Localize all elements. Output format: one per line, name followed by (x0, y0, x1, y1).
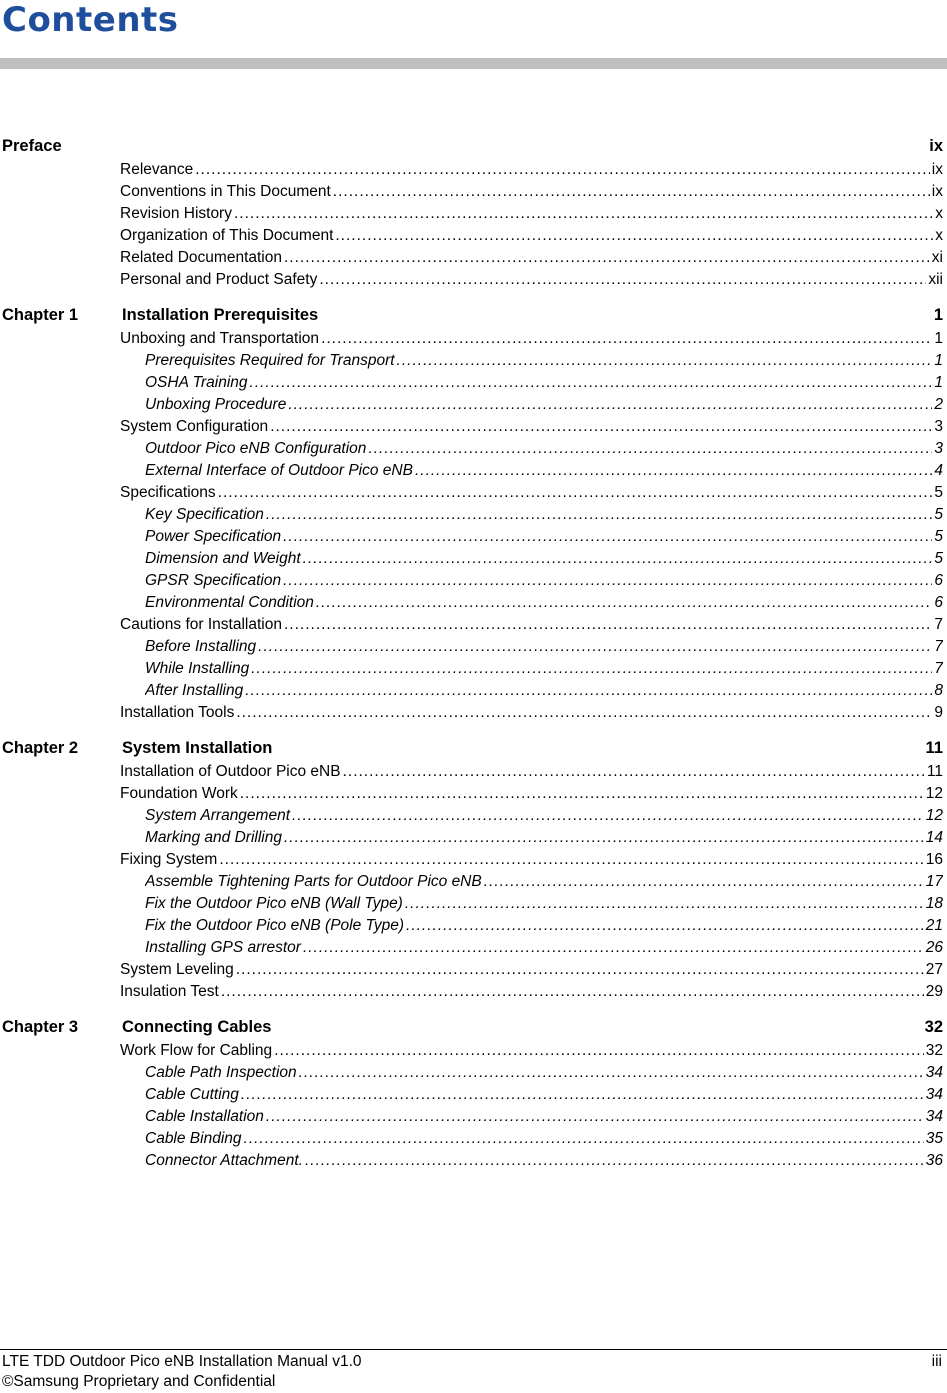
entry-title: Revision History (120, 205, 232, 222)
dot-leader (368, 438, 932, 460)
entry-page-number: 7 (934, 616, 943, 633)
entry-title: Specifications (120, 484, 216, 501)
toc-subentry[interactable] (145, 570, 943, 592)
toc-entry[interactable] (120, 225, 943, 247)
toc-entry[interactable] (120, 702, 943, 724)
toc-entry[interactable] (120, 328, 943, 350)
entry-title: Installation Tools (120, 704, 235, 721)
section-label: Chapter 3 (2, 1018, 79, 1036)
entry-page-number: 8 (934, 682, 943, 699)
dot-leader (405, 893, 924, 915)
toc-subentry[interactable] (145, 1106, 943, 1128)
section-label: Chapter 1 (2, 306, 79, 324)
toc-subentry[interactable] (145, 350, 943, 372)
footer-doc-title: LTE TDD Outdoor Pico eNB Installation Manual v1.0 (2, 1353, 362, 1370)
dot-leader (283, 526, 932, 548)
entry-page-number: 12 (925, 807, 943, 824)
entry-title: Outdoor Pico eNB Configuration (145, 440, 367, 457)
toc-subentry[interactable] (145, 915, 943, 937)
entry-page-number: 11 (926, 763, 943, 780)
dot-leader (335, 225, 933, 247)
dot-leader (219, 849, 923, 871)
toc-subentry[interactable] (145, 1128, 943, 1150)
section-page-number: 1 (933, 306, 943, 324)
toc-subentry[interactable] (145, 893, 943, 915)
dot-leader (236, 959, 924, 981)
entry-page-number: 6 (934, 594, 943, 611)
dot-leader (274, 1040, 924, 1062)
entry-title: While Installing (145, 660, 250, 677)
title-divider (0, 58, 947, 69)
entry-page-number: 34 (925, 1064, 943, 1081)
entry-title: Fix the Outdoor Pico eNB (Pole Type) (145, 917, 405, 934)
entry-page-number: 17 (925, 873, 943, 890)
entry-title: System Arrangement (145, 807, 291, 824)
entry-page-number: 35 (925, 1130, 943, 1147)
entry-page-number: 6 (934, 572, 943, 589)
dot-leader (333, 181, 930, 203)
toc-section (0, 736, 943, 1003)
entry-page-number: 5 (934, 528, 943, 545)
entry-title: Installing GPS arrestor (145, 939, 301, 956)
section-title: System Installation (122, 739, 273, 757)
toc-subentry[interactable] (145, 504, 943, 526)
entry-title: Assemble Tightening Parts for Outdoor Pico eNB (145, 873, 482, 890)
toc-section (0, 134, 943, 291)
entry-title: Relevance (120, 161, 194, 178)
toc-entry[interactable] (120, 783, 943, 805)
toc-entry[interactable] (120, 269, 943, 291)
entry-page-number: 12 (925, 785, 943, 802)
entry-page-number: 18 (925, 895, 943, 912)
entry-page-number: xi (931, 249, 943, 266)
entry-title: Environmental Condition (145, 594, 314, 611)
entry-title: Related Documentation (120, 249, 282, 266)
entry-title: Cable Installation (145, 1108, 264, 1125)
toc-subentry[interactable] (145, 526, 943, 548)
entry-title: System Leveling (120, 961, 234, 978)
entry-page-number: xii (928, 271, 943, 288)
entry-page-number: ix (931, 161, 943, 178)
section-title (122, 134, 929, 159)
entry-page-number: x (935, 205, 943, 222)
entry-page-number: 32 (925, 1042, 943, 1059)
toc-subentry[interactable] (145, 680, 943, 702)
entry-page-number: 1 (934, 352, 943, 369)
entry-title: OSHA Training (145, 374, 248, 391)
toc-subentry[interactable] (145, 1084, 943, 1106)
entry-title: Prerequisites Required for Transport (145, 352, 395, 369)
entry-page-number: 5 (934, 550, 943, 567)
dot-leader (266, 1106, 924, 1128)
entry-title: Power Specification (145, 528, 282, 545)
dot-leader (195, 159, 930, 181)
entry-title: After Installing (145, 682, 244, 699)
toc-subentry[interactable] (145, 394, 943, 416)
dot-leader (270, 416, 932, 438)
toc-entry[interactable] (120, 1040, 943, 1062)
dot-leader (284, 827, 924, 849)
toc-subentry[interactable] (145, 372, 943, 394)
toc-subentry[interactable] (145, 1062, 943, 1084)
dot-leader (241, 1084, 924, 1106)
entry-page-number: ix (931, 183, 943, 200)
section-title: Connecting Cables (122, 1018, 272, 1036)
toc-section-heading[interactable] (0, 303, 943, 328)
entry-title: Work Flow for Cabling (120, 1042, 273, 1059)
dot-leader (299, 1062, 924, 1084)
toc-subentry[interactable] (145, 658, 943, 680)
footer-copyright: ©Samsung Proprietary and Confidential (2, 1373, 276, 1390)
dot-leader (236, 702, 932, 724)
dot-leader (251, 658, 932, 680)
entry-title: Unboxing Procedure (145, 396, 287, 413)
toc-entry[interactable] (120, 959, 943, 981)
dot-leader (244, 1128, 924, 1150)
dot-leader (283, 570, 932, 592)
toc-entry[interactable] (120, 203, 943, 225)
entry-page-number: 5 (934, 484, 943, 501)
entry-title: Key Specification (145, 506, 264, 523)
entry-page-number: 14 (925, 829, 943, 846)
dot-leader (288, 394, 932, 416)
entry-title: System Configuration (120, 418, 269, 435)
section-page-number: ix (929, 137, 943, 155)
toc-section (0, 1015, 943, 1172)
dot-leader (284, 614, 932, 636)
toc-entry[interactable] (120, 416, 943, 438)
toc-subentry[interactable] (145, 827, 943, 849)
toc-entry[interactable] (120, 159, 943, 181)
entry-page-number: 7 (934, 660, 943, 677)
dot-leader (415, 460, 932, 482)
section-label: Preface (2, 137, 62, 155)
entry-title: Insulation Test (120, 983, 219, 1000)
dot-leader (240, 783, 924, 805)
entry-page-number: 7 (934, 638, 943, 655)
toc-subentry[interactable] (145, 636, 943, 658)
entry-title: External Interface of Outdoor Pico eNB (145, 462, 413, 479)
toc-entry[interactable] (120, 849, 943, 871)
dot-leader (303, 548, 933, 570)
footer-divider (0, 1349, 947, 1350)
entry-page-number: 2 (934, 396, 943, 413)
dot-leader (218, 482, 933, 504)
entry-page-number: 3 (934, 440, 943, 457)
entry-title: Cable Cutting (145, 1086, 239, 1103)
toc-section-heading[interactable] (0, 1015, 943, 1040)
dot-leader (292, 805, 924, 827)
dot-leader (484, 871, 924, 893)
toc-subentry[interactable] (145, 460, 943, 482)
entry-title: Connector Attachment. (145, 1152, 303, 1169)
entry-title: Organization of This Document (120, 227, 334, 244)
toc-subentry[interactable] (145, 871, 943, 893)
entry-title: Marking and Drilling (145, 829, 282, 846)
entry-title: Conventions in This Document (120, 183, 331, 200)
dot-leader (234, 203, 933, 225)
toc-subentry[interactable] (145, 1150, 943, 1172)
entry-page-number: 26 (925, 939, 943, 956)
toc-entry[interactable] (120, 247, 943, 269)
entry-title: Personal and Product Safety (120, 271, 318, 288)
toc-subentry[interactable] (145, 548, 943, 570)
footer-page-number: iii (931, 1353, 942, 1370)
entry-page-number: 1 (934, 374, 943, 391)
dot-leader (321, 328, 932, 350)
dot-leader (258, 636, 932, 658)
entry-page-number: 9 (934, 704, 943, 721)
entry-title: Dimension and Weight (145, 550, 301, 567)
section-page-number: 32 (924, 1018, 943, 1036)
entry-page-number: 5 (934, 506, 943, 523)
section-page-number: 11 (925, 739, 943, 757)
entry-title: Cable Path Inspection (145, 1064, 297, 1081)
toc-entry[interactable] (120, 181, 943, 203)
entry-page-number: 1 (934, 330, 943, 347)
page-footer (2, 1352, 942, 1392)
toc-subentry[interactable] (145, 438, 943, 460)
dot-leader (284, 247, 930, 269)
toc-subentry[interactable] (145, 592, 943, 614)
entry-page-number: 36 (925, 1152, 943, 1169)
section-title: Installation Prerequisites (122, 306, 319, 324)
dot-leader (316, 592, 933, 614)
entry-page-number: 29 (925, 983, 943, 1000)
section-label: Chapter 2 (2, 739, 79, 757)
entry-title: GPSR Specification (145, 572, 282, 589)
entry-page-number: x (935, 227, 943, 244)
dot-leader (250, 372, 933, 394)
entry-title: Before Installing (145, 638, 257, 655)
entry-title: Fix the Outdoor Pico eNB (Wall Type) (145, 895, 403, 912)
dot-leader (221, 981, 924, 1003)
dot-leader (245, 680, 932, 702)
table-of-contents (0, 134, 943, 1184)
toc-entry[interactable] (120, 614, 943, 636)
dot-leader (266, 504, 932, 526)
dot-leader (305, 1150, 924, 1172)
entry-title: Cable Binding (145, 1130, 242, 1147)
page-title: Contents (2, 0, 179, 40)
entry-page-number: 16 (925, 851, 943, 868)
dot-leader (343, 761, 925, 783)
entry-page-number: 27 (925, 961, 943, 978)
toc-entry[interactable] (120, 981, 943, 1003)
toc-entry[interactable] (120, 761, 943, 783)
entry-title: Installation of Outdoor Pico eNB (120, 763, 341, 780)
entry-page-number: 34 (925, 1108, 943, 1125)
toc-section-heading[interactable] (0, 134, 943, 159)
toc-section (0, 303, 943, 724)
entry-title: Fixing System (120, 851, 218, 868)
dot-leader (397, 350, 933, 372)
toc-subentry[interactable] (145, 937, 943, 959)
dot-leader (406, 915, 924, 937)
entry-page-number: 4 (934, 462, 943, 479)
dot-leader (319, 269, 926, 291)
toc-section-heading[interactable] (0, 736, 943, 761)
entry-title: Foundation Work (120, 785, 238, 802)
entry-title: Unboxing and Transportation (120, 330, 320, 347)
entry-page-number: 3 (934, 418, 943, 435)
entry-title: Cautions for Installation (120, 616, 282, 633)
toc-subentry[interactable] (145, 805, 943, 827)
toc-entry[interactable] (120, 482, 943, 504)
entry-page-number: 34 (925, 1086, 943, 1103)
dot-leader (303, 937, 924, 959)
entry-page-number: 21 (925, 917, 943, 934)
